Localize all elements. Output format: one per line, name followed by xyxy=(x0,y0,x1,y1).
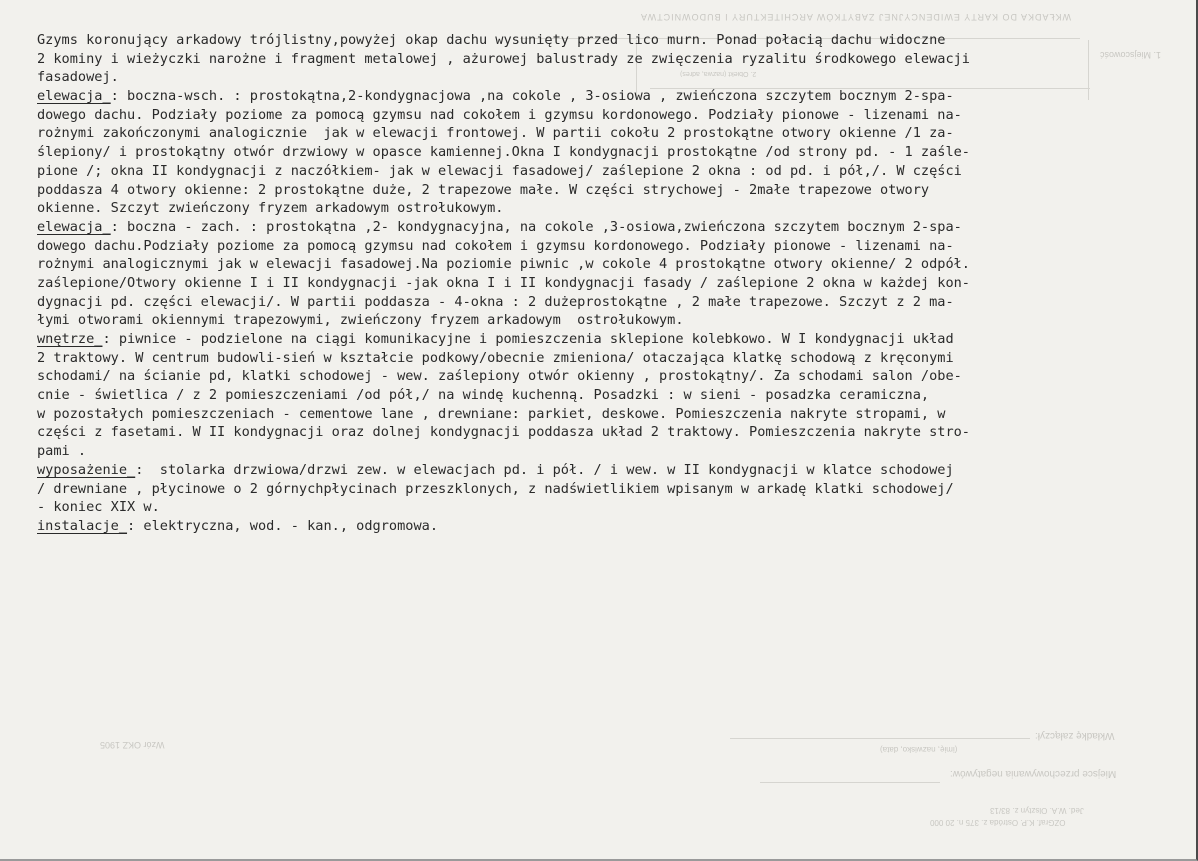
text-line xyxy=(37,237,1187,256)
line-text: : stolarka drzwiowa/drzwi zew. w elewacjach pd. i pół. / i wew. w II kondygnacji w klatce schodowej xyxy=(135,461,954,478)
text-line xyxy=(37,386,1187,405)
line-text: dowego dachu.Podziały poziome za pomocą gzymsu nad cokołem i gzymsu kordonowego. Podziały pionowe - lizenami na- xyxy=(37,237,954,254)
text-line xyxy=(37,124,1187,143)
form-name-date-ghost: (imię, nazwisko, data) xyxy=(880,745,958,754)
form-ruling xyxy=(760,782,940,783)
text-line xyxy=(37,162,1187,181)
line-text: łymi otworami okiennymi trapezowymi, zwieńczony fryzem arkadowym ostrołukowym. xyxy=(37,312,684,329)
form-printer-ghost: Jed. W.A. Olsztyn z. 83/13 xyxy=(990,806,1084,815)
section-heading: wyposażenie_ xyxy=(37,461,136,478)
text-line xyxy=(37,498,1187,517)
line-text: Gzyms koronujący arkadowy trójlistny,powyżej okap dachu wysunięty przed lico murn. Ponad połacią dachu widoczne xyxy=(37,32,946,48)
text-line xyxy=(37,274,1187,293)
line-text: pione /; okna II kondygnacji z naczółkiem- jak w elewacji fasadowej/ zaślepione 2 okna : od pd. i pół,/. W części xyxy=(37,162,962,179)
line-text: zaślepione/Otwory okienne I i II kondygnacji -jak okna I i II kondygnacji fasady / zaślepione 2 okna w każdej kon- xyxy=(37,274,970,291)
line-text: 2 kominy i wieżyczki narożne i fragment metalowej , ażurowej balustrady ze zwięczenia ryzalitu środkowego elewacji xyxy=(37,50,970,67)
text-line xyxy=(37,349,1187,368)
line-text: 2 traktowy. W centrum budowli-sień w kształcie podkowy/obecnie zmieniona/ otaczająca klatkę schodową z kręconymi xyxy=(37,349,954,366)
text-line xyxy=(37,442,1187,461)
text-line xyxy=(37,106,1187,125)
text-line xyxy=(37,367,1187,386)
text-line xyxy=(37,293,1187,312)
text-line xyxy=(37,255,1187,274)
text-line xyxy=(37,87,1187,106)
text-line xyxy=(37,143,1187,162)
line-text: cnie - świetlica / z 2 pomieszczeniami /od pół,/ na windę kuchenną. Posadzki : w sieni - posadzka ceramiczna, xyxy=(37,387,930,404)
line-text: poddasza 4 otwory okienne: 2 prostokątne duże, 2 trapezowe małe. W części strychowej - 2małe trapezowe otwory xyxy=(37,181,930,198)
text-line xyxy=(37,181,1187,200)
form-negatives-ghost: Miejsce przechowywania negatywów: xyxy=(950,768,1117,779)
form-subfield-ghost: 2. Obiekt (nazwa, adres) xyxy=(680,70,757,77)
text-line xyxy=(37,517,1187,536)
line-text: dygnacji pd. części elewacji/. W partii poddasza - 4-okna : 2 dużeprostokątne , 2 małe trapezowe. Szczyt z 2 ma- xyxy=(37,293,954,310)
section-heading: elewacja_ xyxy=(37,218,111,235)
text-line xyxy=(37,480,1187,499)
text-line xyxy=(37,68,1187,87)
text-line xyxy=(37,461,1187,480)
text-line xyxy=(37,50,1187,69)
line-text: pami . xyxy=(37,443,87,460)
text-line xyxy=(37,218,1187,237)
text-line xyxy=(37,423,1187,442)
section-heading: wnętrze_ xyxy=(37,331,103,347)
form-printer2-ghost: OZGraf. K.P. Ostróda z. 375 n. 20 000 xyxy=(930,818,1066,827)
line-text: części z fasetami. W II kondygnacji oraz dolnej kondygnacji poddasza układ 2 traktowy. Pomieszczenia nakryte stro- xyxy=(37,424,970,441)
line-text: schodami/ na ścianie pd, klatki schodowej - wew. zaślepiony otwór okienny , prostokątny/. Za schodami salon /obe- xyxy=(37,368,962,385)
section-heading: instalacje_ xyxy=(37,517,128,534)
line-text: okienne. Szczyt zwieńczony fryzem arkadowym ostrołukowym. xyxy=(37,200,504,217)
line-text: ślepiony/ i prostokątny otwór drzwiowy w opasce kamiennej.Okna I kondygnacji prostokątne /od strony pd. - 1 zaśle- xyxy=(37,144,970,161)
text-line xyxy=(37,330,1187,349)
form-attachments-ghost: Wkładkę załączył: xyxy=(1035,730,1115,741)
line-text: : boczna-wsch. : prostokątna,2-kondygnacjowa ,na cokole , 3-osiowa , zwieńczona szczytem bocznym 2-spa- xyxy=(110,88,954,105)
text-line xyxy=(37,31,1187,50)
form-header-ghost: WKŁADKA DO KARTY EWIDENCYJNEJ ZABYTKÓW ARCHITEKTURY I BUDOWNICTWA xyxy=(640,12,1072,22)
typed-description xyxy=(37,31,1187,536)
line-text: w pozostałych pomieszczeniach - cementowe lane , drewniane: parkiet, deskowe. Pomieszczenia nakryte stropami, w xyxy=(37,405,946,422)
text-line xyxy=(37,199,1187,218)
line-text: rożnymi analogicznymi jak w elewacji fasadowej.Na poziomie piwnic ,w cokole 4 prostokątne otwory okienne/ 2 odpół. xyxy=(37,256,970,273)
line-text: : piwnice - podzielone na ciągi komunikacyjne i pomieszczenia sklepione kolebkowo. W I kondygnacji układ xyxy=(102,331,954,347)
form-ruling xyxy=(730,738,1030,739)
text-line xyxy=(37,311,1187,330)
line-text: : elektryczna, wod. - kan., odgromowa. xyxy=(127,517,439,534)
line-text: - koniec XIX w. xyxy=(37,499,160,516)
line-text: / drewniane , płycinowe o 2 górnychpłycinach przeszklonych, z nadświetlikiem wpisanym w arkadę klatki schodowej/ xyxy=(37,480,954,497)
form-code-ghost: Wzór OKZ 1905 xyxy=(100,740,165,750)
line-text: dowego dachu. Podziały poziome za pomocą gzymsu nad cokołem i gzymsu kordonowego. Podziały pionowe - lizenami na- xyxy=(37,106,962,123)
line-text: rożnymi zakończonymi analogicznie jak w elewacji frontowej. W partii cokołu 2 prostokątne otwory okienne /1 za- xyxy=(37,125,954,142)
section-heading: elewacja_ xyxy=(37,88,111,105)
line-text: fasadowej. xyxy=(37,69,119,86)
text-line xyxy=(37,405,1187,424)
form-field-ghost: 1. Miejscowość xyxy=(1100,50,1162,60)
line-text: : boczna - zach. : prostokątna ,2- kondygnacyjna, na cokole ,3-osiowa,zwieńczona szczytem bocznym 2-spa- xyxy=(110,218,962,235)
